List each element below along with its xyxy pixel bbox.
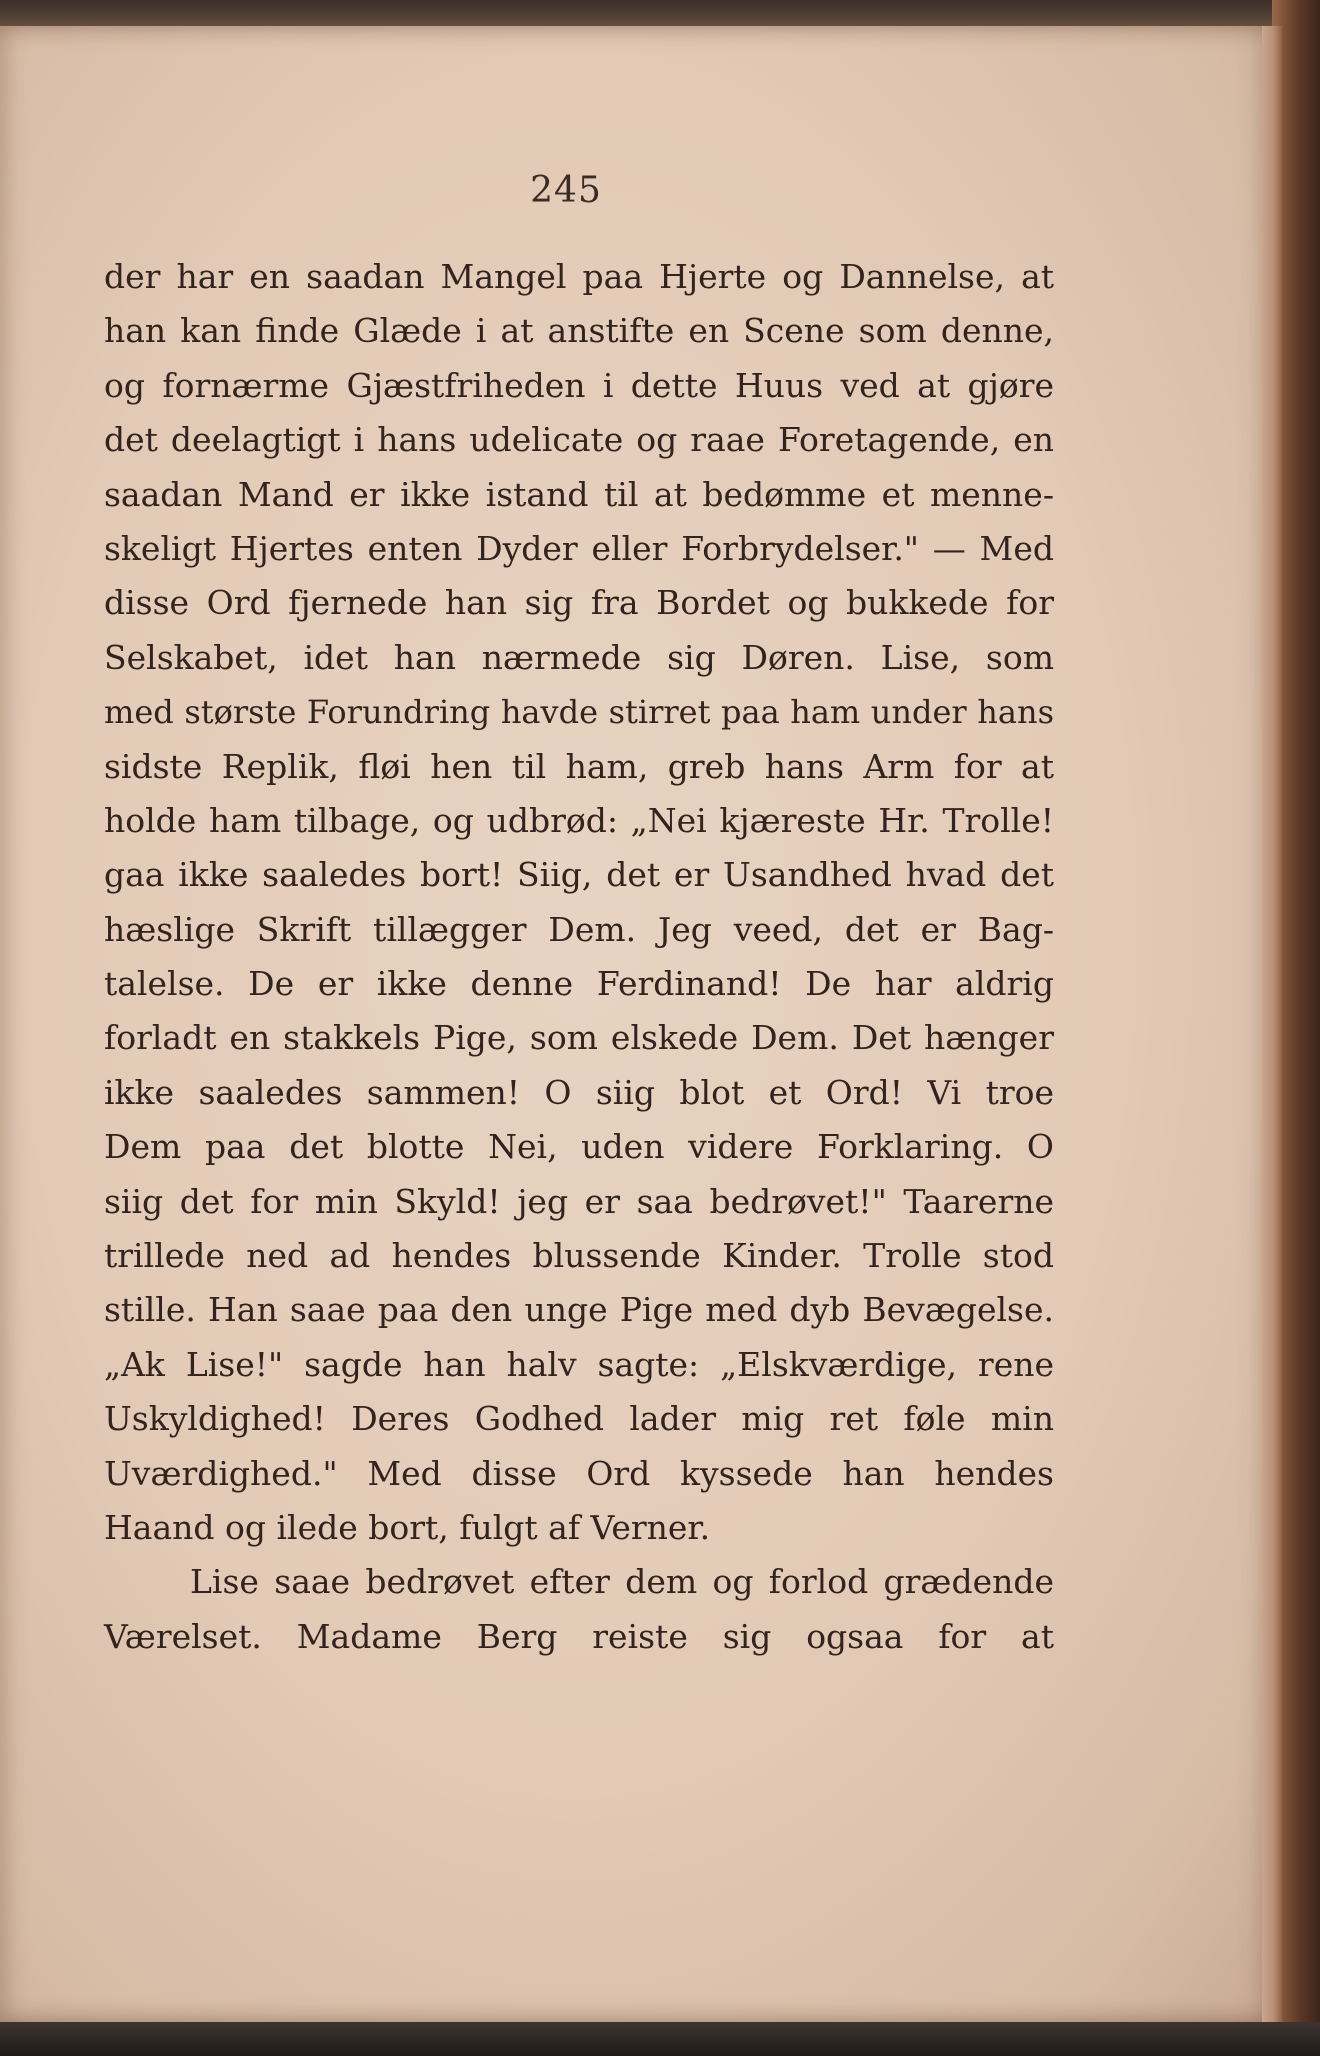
text-line: hæslige Skrift tillægger Dem. Jeg veed, det er Bag- xyxy=(104,909,1054,949)
body-text xyxy=(104,250,1054,1664)
text-line: og fornærme Gjæstfriheden i dette Huus ved at gjøre xyxy=(104,365,1054,405)
text-line: sidste Replik, fløi hen til ham, greb hans Arm for at xyxy=(104,746,1054,786)
text-line: Værelset. Madame Berg reiste sig ogsaa for at xyxy=(104,1616,1054,1656)
text-line: siig det for min Skyld! jeg er saa bedrøvet!" Taarerne xyxy=(104,1181,1054,1221)
text-line: der har en saadan Mangel paa Hjerte og Dannelse, at xyxy=(104,257,1054,296)
text-line: med største Forundring havde stirret paa ham under hans xyxy=(104,693,1054,732)
text-line: saadan Mand er ikke istand til at bedømme et menne- xyxy=(104,474,1054,514)
page-fore-edge xyxy=(1262,26,1282,2022)
text-line: disse Ord fjernede han sig fra Bordet og bukkede for xyxy=(104,583,1054,623)
text-line: Haand og ilede bort, fulgt af Verner. xyxy=(104,1507,711,1547)
page-number: 245 xyxy=(530,170,602,211)
text-line: forladt en stakkels Pige, som elskede Dem. Det hænger xyxy=(104,1018,1054,1058)
text-line: Selskabet, idet han nærmede sig Døren. Lise, som xyxy=(104,637,1054,677)
text-line: Uskyldighed! Deres Godhed lader mig ret føle min xyxy=(104,1399,1054,1439)
text-line: stille. Han saae paa den unge Pige med dyb Bevægelse. xyxy=(104,1290,1054,1330)
text-line: Uværdighed." Med disse Ord kyssede han hendes xyxy=(104,1453,1054,1493)
text-line: „Ak Lise!" sagde han halv sagte: „Elskværdige, rene xyxy=(104,1344,1054,1384)
text-line: Dem paa det blotte Nei, uden videre Forklaring. O xyxy=(104,1127,1054,1167)
text-line: holde ham tilbage, og udbrød: „Nei kjæreste Hr. Trolle! xyxy=(104,800,1054,840)
text-line: han kan finde Glæde i at anstifte en Scene som denne, xyxy=(104,311,1054,351)
text-line: ikke saaledes sammen! O siig blot et Ord! Vi troe xyxy=(104,1072,1054,1112)
book-bottom-edge xyxy=(0,2022,1320,2056)
text-line: Lise saae bedrøvet efter dem og forlod grædende xyxy=(190,1562,1054,1602)
text-line: skeligt Hjertes enten Dyder eller Forbrydelser." — Med xyxy=(104,528,1054,568)
text-line: talelse. De er ikke denne Ferdinand! De har aldrig xyxy=(104,964,1054,1004)
text-line: trillede ned ad hendes blussende Kinder. Trolle stod xyxy=(104,1236,1054,1276)
text-line: det deelagtigt i hans udelicate og raae Foretagende, en xyxy=(104,420,1054,460)
text-line: gaa ikke saaledes bort! Siig, det er Usandhed hvad det xyxy=(104,855,1054,895)
